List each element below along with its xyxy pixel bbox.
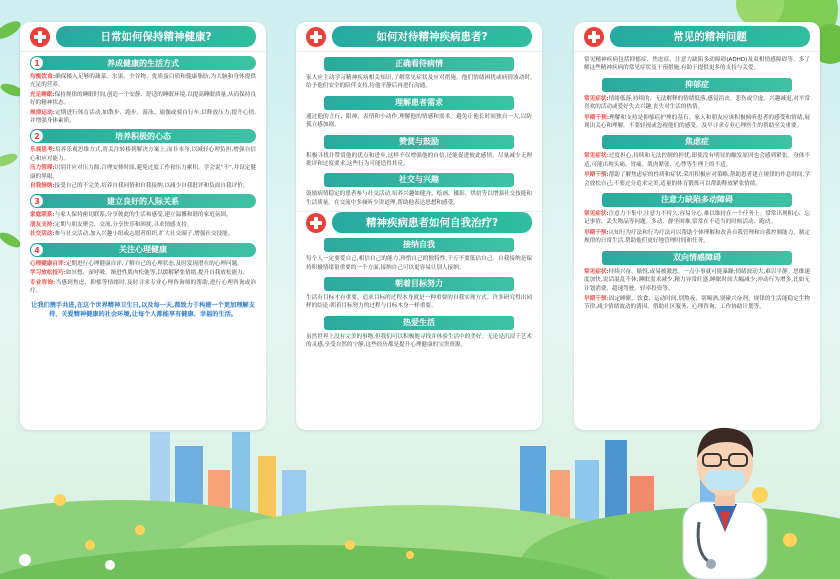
problem-body xyxy=(574,268,820,312)
section-body: 通过他的言行、眼神、表情和小动作,理解他的情感和需求。避免让他长时间独自一人,以防孤立感加剧。 xyxy=(306,113,532,129)
item-key: 朋友支持: xyxy=(30,221,55,228)
section-title: 理解患者需求 xyxy=(324,96,514,110)
section-header xyxy=(30,129,256,143)
problem-title: 注意力缺陷多动障碍 xyxy=(602,193,792,207)
item-text: 当感到焦虑、抑郁等情绪时,及时寻求专业心理咨询师的帮助,进行心理咨询或治疗。 xyxy=(30,279,256,294)
panel-header xyxy=(20,22,266,52)
item-text: 接受自己的不完美,培养自我同情和自我接纳,以减少自我批评和负面自我评价。 xyxy=(54,183,249,190)
item-text: 参与社交活动,加入兴趣小组或志愿者组织,扩大社交圈子,增强社交技能。 xyxy=(54,231,234,238)
symptom-text: 过度担心,持续和无法控制的担忧,即使没有明显的触发原因也会感到紧张。身体不适,可能出现头痛、胃痛、肌肉紧张、心悸等生理上的不适。 xyxy=(584,153,810,168)
red-cross-icon xyxy=(30,27,50,47)
item-text: 如冥想、深呼吸、渐进性肌肉松弛等,以缓解紧张情绪,提升自我放松能力。 xyxy=(65,270,249,277)
symptom-text: 注意力不集中,注意力不持久,容易分心,难以维持在一个任务上。常常出现粗心、忘记事情、丢失物品等问题。多动、静坐困难,常常在不适当的时候活动、跑动。 xyxy=(584,211,810,226)
item-key: 充足睡眠: xyxy=(30,91,55,98)
help-key: 早期干预: xyxy=(584,229,609,236)
section-header xyxy=(30,243,256,257)
item-text: 识别并应对压力源,合理安排时间,避免过度工作和压力累积。学会说“不”,并设定健康的界限。 xyxy=(30,165,256,180)
section-title: 社交与兴趣 xyxy=(324,173,514,187)
section-body xyxy=(20,211,266,238)
section-body: 积极寻找并赞赏他的优点和进步,这样不仅增强他的自信,还能促进彼此感情。尽量减少无理批评和过度要求,这些行为可能适得其反。 xyxy=(306,152,532,168)
panel-header xyxy=(296,22,542,52)
section-body: 家人应主动学习精神疾病相关知识,了解常见症状及应对措施。他们情绪困扰或病情波动时,给予他们安全的陪伴支持,待他平静后再进行沟通。 xyxy=(306,75,532,90)
item-key: 乐观思考: xyxy=(30,147,55,154)
symptom-text: 持续兴奋、愉悦,或易被激怒。一点小事就可能暴躁;情绪波动大,难以平静。思维速度加快,说话混乱不休;睡眠需求减少,精力异常旺盛,睡眠时间大幅减少;冲动行为增多,比如无计划消费、超速驾驶、轻率投资等。 xyxy=(584,268,810,292)
panel-treat-patients xyxy=(296,22,542,430)
item-key: 学习放松技巧: xyxy=(30,270,66,277)
item-key: 自我接纳: xyxy=(30,183,55,190)
section-title: 关注心理健康 xyxy=(119,245,167,255)
section-body: 鼓励病情稳定的患者参与社交活动,培养兴趣如健身、绘画、摄影、烘焙等以增强社交技能和生活质量。在交流中多倾听少讲道理,帮助他表达思想和感受。 xyxy=(306,191,532,206)
panel-title: 如何对待精神疾病患者? xyxy=(332,26,532,47)
section-body: 虽然世界上没有完美的事物,但我们可以积极地寻找并体验生活中的美好。无论是沉浸于艺术的灵感,享受自然的宁静,这些经历都是提升心理健康的宝贵资源。 xyxy=(306,333,532,349)
problem-body xyxy=(574,210,820,246)
symptom-key: 常见症状: xyxy=(584,211,609,218)
item-text: 确保摄入足够的蔬菜、水果、全谷物、优质蛋白质和健康脂肪,为大脑和身体提供充足的营养。 xyxy=(30,74,256,89)
help-text: 认知行为疗法和行为疗法可以帮助个体理解和改善自我管理和自我控制能力。制定规律的日常生活,帮助他们更好地管理时间和任务。 xyxy=(584,229,811,245)
item-text: 定期进行心理健康自评,了解自己的心理状态,及时发现潜在的心理问题。 xyxy=(65,260,243,267)
problem-body xyxy=(574,152,820,188)
symptom-key: 常见症状: xyxy=(584,95,609,102)
red-cross-icon xyxy=(306,27,326,47)
help-text: 帮助了解焦虑症的性质和症状,采用积极应对策略,帮助患者建立规律的作息时间,学会放松自己,不要过分追求完美,适量的体育锻炼可以帮助释放紧张情绪。 xyxy=(584,172,810,187)
section-title: 养成健康的生活方式 xyxy=(107,58,179,68)
closing-message: 让我们携手共进,在这个世界精神卫生日,以及每一天,都致力于构建一个更加理解支持、关爱精神健康的社会环境,让每个人都能享有健康、幸福的生活。 xyxy=(31,302,255,319)
section-body xyxy=(20,73,266,125)
item-key: 家庭联系: xyxy=(30,212,55,219)
problem-title: 焦虑症 xyxy=(602,135,792,149)
item-key: 均衡饮食: xyxy=(30,74,55,80)
help-key: 早期干预: xyxy=(584,114,609,121)
section-header xyxy=(30,194,256,208)
item-text: 培养乐观思维方式,将关注转移到解决方案上,而非本身,以减轻心理负担,增强自信心和应对能力。 xyxy=(30,147,256,162)
subpanel-header xyxy=(296,211,542,233)
subpanel-title: 精神疾病患者如何自我治疗? xyxy=(332,212,532,233)
red-cross-icon xyxy=(306,213,326,233)
problem-title: 抑郁症 xyxy=(602,78,792,92)
item-text: 定期进行体育活动,如散步、跑步、游泳、瑜伽或骑自行车,以释放压力,提升心情,并增强身体素质。 xyxy=(30,109,256,125)
panel-title: 常见的精神问题 xyxy=(610,26,810,47)
item-text: 定期与朋友聚会、交流,分享快乐和困扰,寻求情感支持。 xyxy=(54,221,193,228)
panel-common-problems xyxy=(574,22,820,430)
symptom-text: 情绪低落,持续的、无法解释的情绪低落,感觉沮丧、悲伤或空虚。兴趣减退,对平常喜欢的活动或爱好失去兴趣,丧失对生活的热情。 xyxy=(584,95,810,111)
section-title: 赞赏与鼓励 xyxy=(324,135,514,149)
section-body xyxy=(20,260,266,296)
section-title: 朝着目标努力 xyxy=(324,277,514,291)
item-key: 心理健康自评: xyxy=(30,260,66,267)
section-header xyxy=(30,56,256,70)
doctor-illustration xyxy=(665,412,785,579)
symptom-key: 常见症状: xyxy=(584,153,609,160)
section-title: 接纳自我 xyxy=(324,238,514,252)
help-text: 固定睡眠、饮食、运动时间,别熬夜、别喝酒,别碰兴奋剂。规律的生活能稳定生物节律,减少情绪波动的诱因。借助社区服务、心理咨询、工作协助计划等。 xyxy=(584,295,810,311)
section-title: 热爱生活 xyxy=(324,316,514,330)
item-text: 保持规律的睡眠时间,创造一个安静、舒适的睡眠环境,以提高睡眠质量,从而保持良好的精神状态。 xyxy=(30,91,256,107)
number-badge-icon: 2 xyxy=(30,129,44,143)
help-key: 早期干预: xyxy=(584,172,609,179)
item-text: 与家人保持密切联系,分享彼此的生活和感受,建立温馨和谐的家庭氛围。 xyxy=(54,212,232,219)
number-badge-icon: 4 xyxy=(30,243,44,257)
help-key: 早期干预: xyxy=(584,295,609,302)
intro-text: 常见精神疾病包括抑郁症、焦虑症、注意力缺陷多动障碍(ADHD)及双相情感障碍等。多了解这些精神疾病的常见症状及干预措施,有助于提供更多的支持与关爱。 xyxy=(584,57,810,72)
section-body: 每个人一定要爱自己,相信自己的能力,珍惜自己的独特性,千万不要低估自己。自我接纳是保持积极情绪很重要的一个方面,接纳自己可以更容易让别人接纳。 xyxy=(306,256,532,271)
item-key: 压力管理: xyxy=(30,165,55,172)
number-badge-icon: 3 xyxy=(30,194,44,208)
section-title: 建立良好的人际关系 xyxy=(107,196,179,206)
panel-daily-mental-health xyxy=(20,22,266,430)
item-key: 规律运动: xyxy=(30,109,55,116)
red-cross-icon xyxy=(584,27,604,47)
symptom-key: 常见症状: xyxy=(584,268,609,275)
panel-title: 日常如何保持精神健康? xyxy=(56,26,256,47)
section-body: 生活有目标才有重要。追求目标的过程本身就是一种重要的自我实现方式。许多研究得出同样的结论:朝着目标努力的过程与目标本身一样重要。 xyxy=(306,295,532,310)
section-title: 正确看待病情 xyxy=(324,57,514,71)
section-body xyxy=(20,146,266,190)
item-key: 社交活动: xyxy=(30,231,55,238)
number-badge-icon: 1 xyxy=(30,56,44,70)
help-text: 理解和支持是抑郁症护理的基石。家人和朋友应该积极倾听患者的感受和情绪,展现出关心和理解。不要轻视或忽视他们的感受。及早寻求专业心理医生的帮助至关重要。 xyxy=(584,114,810,130)
item-key: 专业咨询: xyxy=(30,279,56,286)
section-title: 培养积极的心态 xyxy=(115,131,171,141)
problem-body xyxy=(574,95,820,131)
problem-title: 双向情感障碍 xyxy=(602,251,792,265)
panel-header xyxy=(574,22,820,52)
